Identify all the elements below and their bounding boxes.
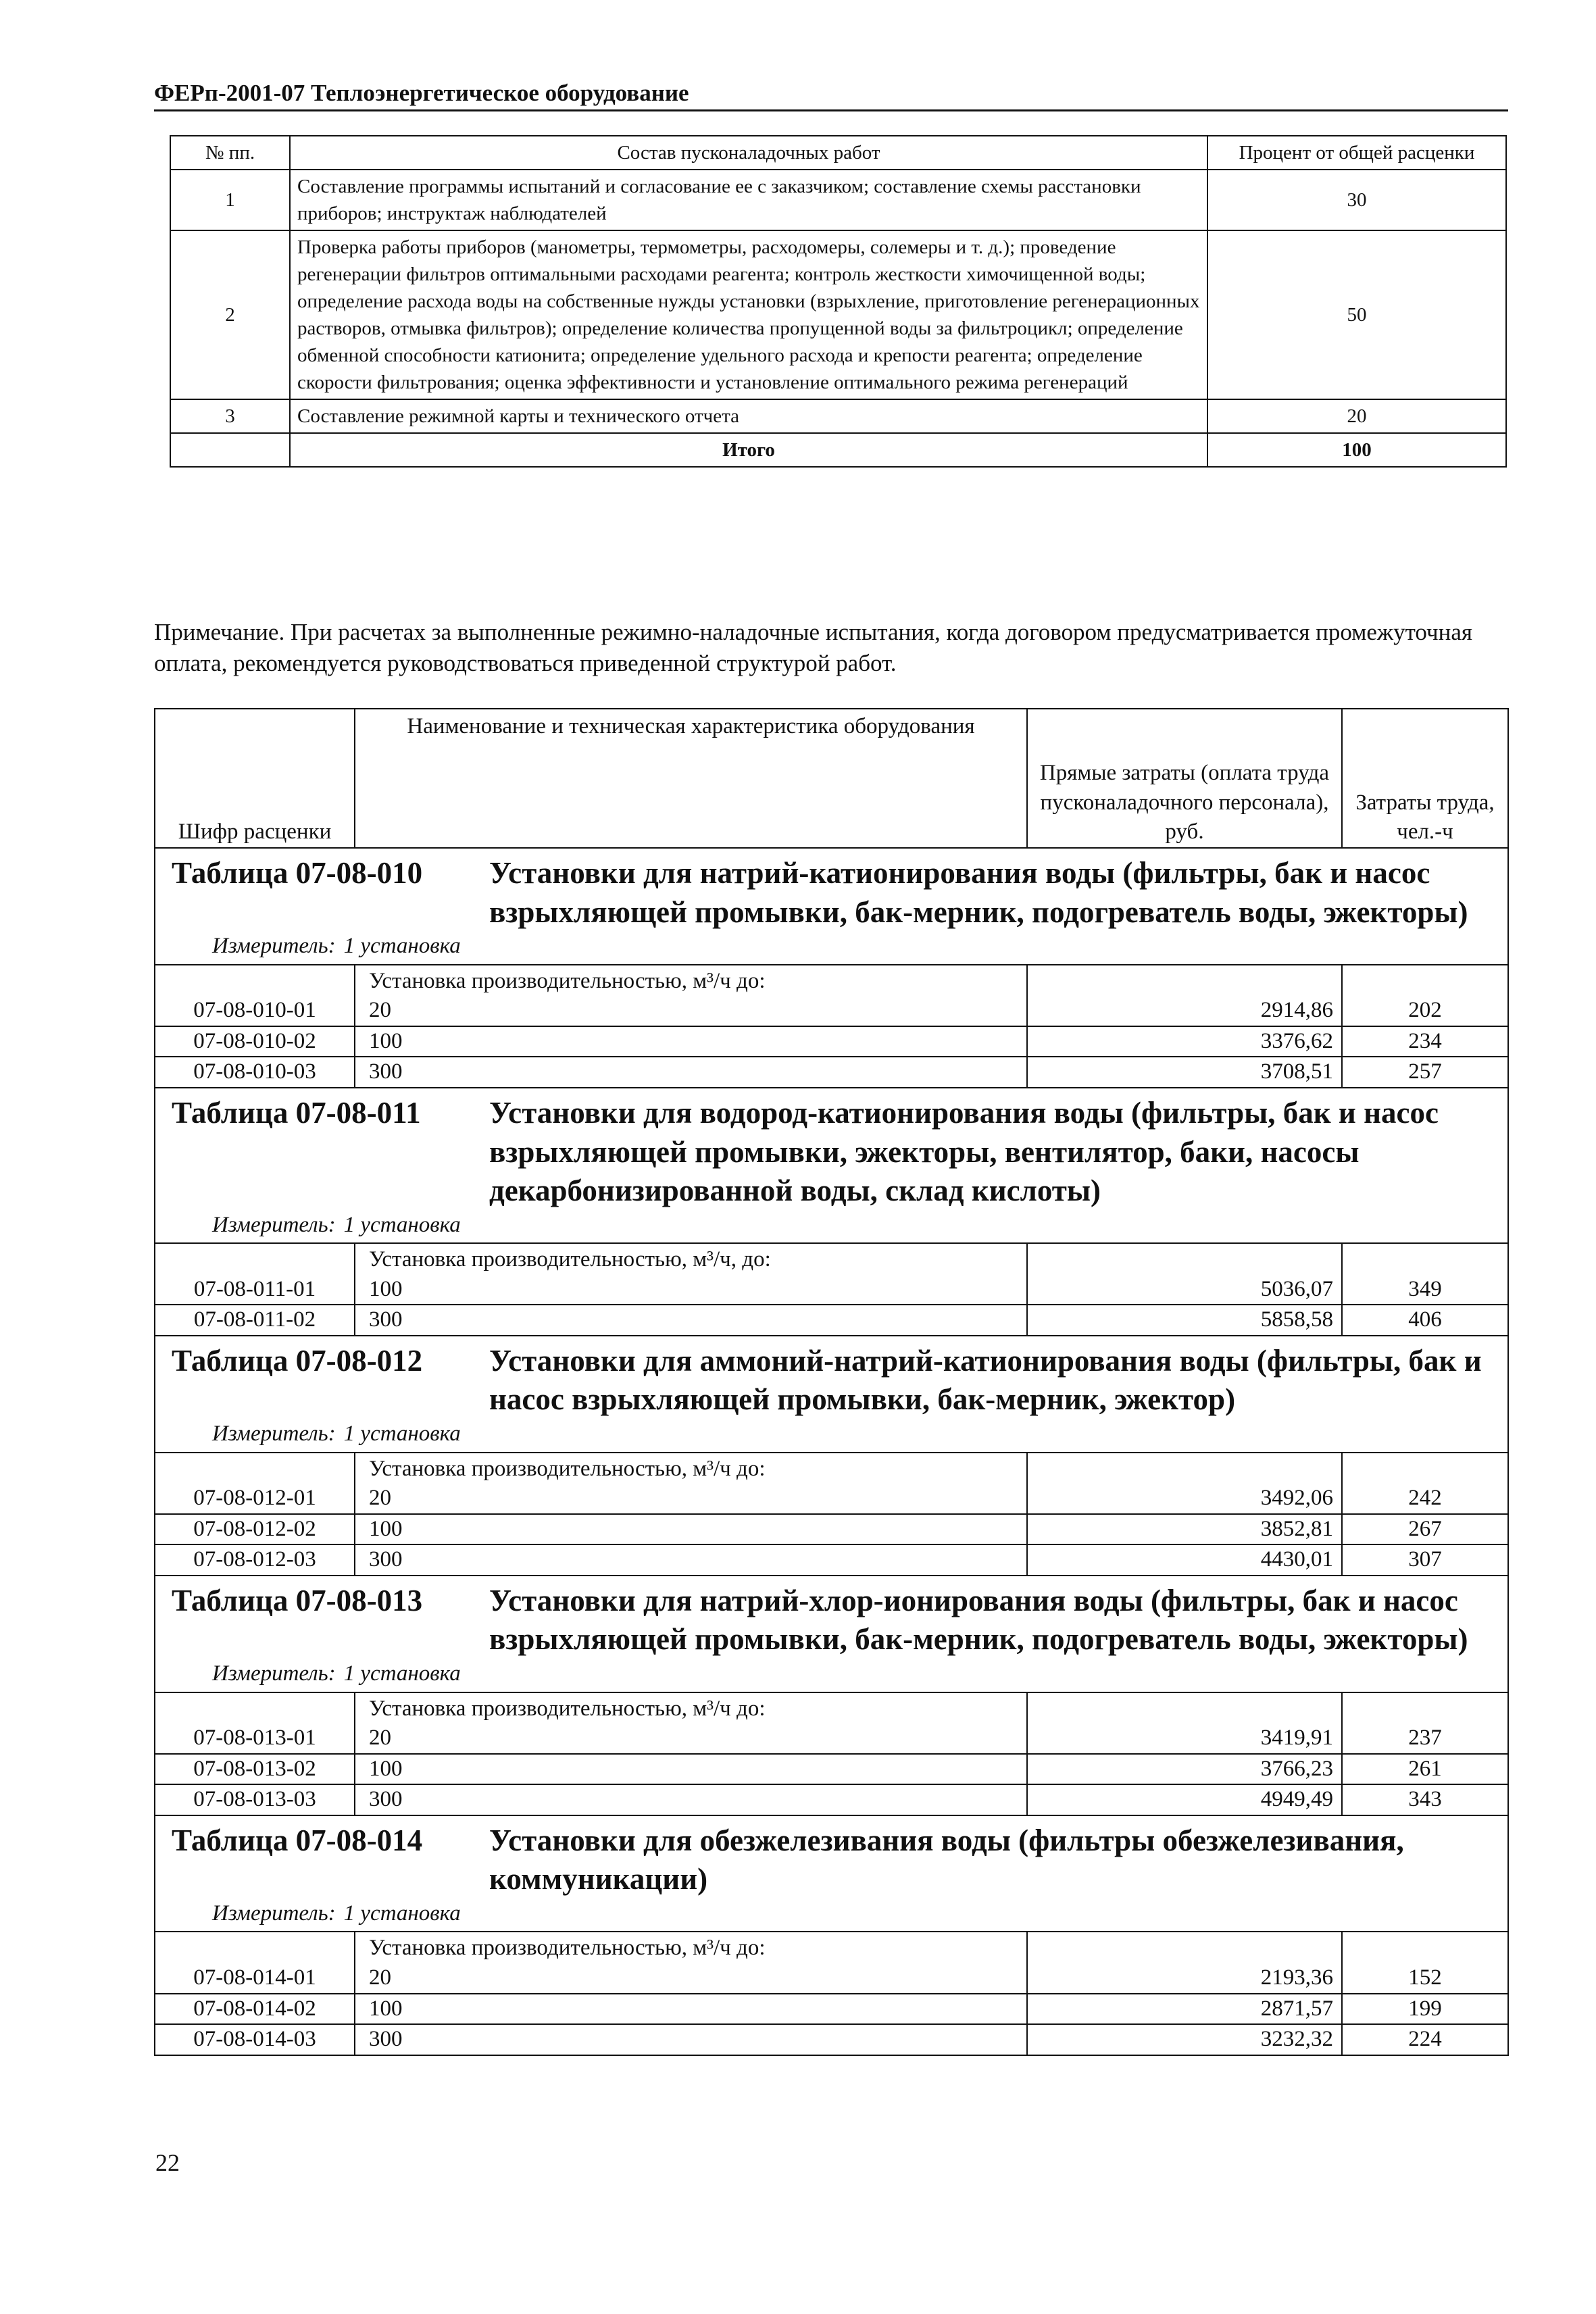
table-row bbox=[155, 1724, 1508, 1754]
rate-code: 07-08-011-01 bbox=[155, 1275, 355, 1305]
section-header-row bbox=[155, 1088, 1508, 1243]
work-description: Составление режимной карты и технического отчета bbox=[290, 399, 1207, 433]
subheader-empty-labor bbox=[1342, 1932, 1508, 1963]
total-label: Итого bbox=[290, 433, 1207, 467]
section-measure bbox=[155, 1899, 1507, 1932]
rate-cost: 3852,81 bbox=[1027, 1514, 1342, 1545]
rate-cost: 5858,58 bbox=[1027, 1305, 1342, 1336]
section-measure bbox=[155, 1419, 1507, 1452]
table-row bbox=[155, 1963, 1508, 1994]
table-row bbox=[170, 399, 1506, 433]
rate-code: 07-08-013-01 bbox=[155, 1724, 355, 1754]
subheader-empty-code bbox=[155, 1932, 355, 1963]
rate-labor: 237 bbox=[1342, 1724, 1508, 1754]
total-empty-cell bbox=[170, 433, 290, 467]
section-header-row bbox=[155, 1576, 1508, 1692]
col-name-header: Наименование и техническая характеристика оборудования bbox=[355, 709, 1027, 848]
works-table-body bbox=[170, 170, 1506, 433]
subheader-empty-labor bbox=[1342, 1692, 1508, 1724]
measure-label: Измеритель: bbox=[212, 1901, 336, 1926]
rate-capacity: 100 bbox=[355, 1514, 1027, 1545]
rate-cost: 3766,23 bbox=[1027, 1754, 1342, 1785]
page-number: 22 bbox=[155, 2149, 180, 2176]
section-name: Установки для водород-катионирования воды (фильтры, бак и насос взрыхляющей промывки, эжекторы, вентилятор, баки, насосы декарбонизированной воды, склад кислоты) bbox=[489, 1095, 1439, 1208]
rate-capacity: 20 bbox=[355, 1724, 1027, 1754]
rate-labor: 349 bbox=[1342, 1275, 1508, 1305]
section-header bbox=[155, 1336, 1508, 1453]
table-row bbox=[170, 230, 1506, 399]
col-percent-header: Процент от общей расценки bbox=[1207, 136, 1506, 170]
rate-cost: 3419,91 bbox=[1027, 1724, 1342, 1754]
rate-code: 07-08-013-02 bbox=[155, 1754, 355, 1785]
rate-labor: 307 bbox=[1342, 1544, 1508, 1576]
table-row bbox=[155, 1514, 1508, 1545]
measure-value: 1 установка bbox=[343, 934, 461, 959]
rate-code: 07-08-014-03 bbox=[155, 2024, 355, 2055]
section-name: Установки для натрий-катионирования воды (фильтры, бак и насос взрыхляющей промывки, бак-мерник, подогреватель воды, эжекторы) bbox=[489, 856, 1468, 929]
rate-code: 07-08-011-02 bbox=[155, 1305, 355, 1336]
subheader-empty-code bbox=[155, 1453, 355, 1484]
measure-label: Измеритель: bbox=[212, 1661, 336, 1686]
table-row bbox=[155, 1754, 1508, 1785]
table-row bbox=[155, 1026, 1508, 1057]
rate-labor: 224 bbox=[1342, 2024, 1508, 2055]
measure-label: Измеритель: bbox=[212, 1422, 336, 1447]
subheader-text: Установка производительностью, м³/ч до: bbox=[355, 1692, 1027, 1724]
work-description: Составление программы испытаний и согласование ее с заказчиком; составление схемы расстановки приборов; инструктаж наблюдателей bbox=[290, 170, 1207, 230]
rate-capacity: 300 bbox=[355, 2024, 1027, 2055]
table-row bbox=[155, 2024, 1508, 2055]
section-code: Таблица 07-08-013 bbox=[172, 1583, 423, 1617]
subheader-row bbox=[155, 1453, 1508, 1484]
section-header-row bbox=[155, 1336, 1508, 1453]
subheader-empty-labor bbox=[1342, 1243, 1508, 1275]
section-code: Таблица 07-08-012 bbox=[172, 1343, 423, 1378]
rate-labor: 257 bbox=[1342, 1057, 1508, 1088]
subheader-empty-cost bbox=[1027, 1932, 1342, 1963]
measure-value: 1 установка bbox=[343, 1212, 461, 1237]
section-name: Установки для обезжелезивания воды (фильтры обезжелезивания, коммуникации) bbox=[489, 1823, 1404, 1896]
subheader-empty-labor bbox=[1342, 965, 1508, 997]
rate-cost: 4949,49 bbox=[1027, 1784, 1342, 1815]
total-value: 100 bbox=[1207, 433, 1506, 467]
rate-capacity: 100 bbox=[355, 1754, 1027, 1785]
subheader-row bbox=[155, 1932, 1508, 1963]
measure-value: 1 установка bbox=[343, 1422, 461, 1447]
rate-cost: 3492,06 bbox=[1027, 1484, 1342, 1514]
col-number-header: № пп. bbox=[170, 136, 290, 170]
table-row bbox=[155, 996, 1508, 1026]
work-description: Проверка работы приборов (манометры, термометры, расходомеры, солемеры и т. д.); проведение регенерации фильтров оптимальными расходами реагента; контроль жесткости химочищенной воды; определение расхода воды на собственные нужды установки (взрыхление, приготовление регенерационных растворов, отмывка фильтров); определение количества пропущенной воды за фильтроцикл; определение обменной способности катионита; определение удельного расхода и крепости реагента; определение скорости фильтрования; оценка эффективности и установление оптимального режима регенераций bbox=[290, 230, 1207, 399]
section-header bbox=[155, 1815, 1508, 1932]
section-measure bbox=[155, 1659, 1507, 1692]
col-labor-header: Затраты труда, чел.-ч bbox=[1342, 709, 1508, 848]
section-name: Установки для аммоний-натрий-катионирования воды (фильтры, бак и насос взрыхляющей промывки, бак-мерник, эжектор) bbox=[489, 1343, 1482, 1417]
rate-capacity: 100 bbox=[355, 1026, 1027, 1057]
works-composition-table bbox=[170, 135, 1507, 468]
rate-code: 07-08-012-02 bbox=[155, 1514, 355, 1545]
rate-capacity: 100 bbox=[355, 1994, 1027, 2025]
rate-capacity: 300 bbox=[355, 1305, 1027, 1336]
section-title bbox=[155, 1816, 1507, 1899]
rate-cost: 4430,01 bbox=[1027, 1544, 1342, 1576]
table-row bbox=[155, 1057, 1508, 1088]
col-code-header: Шифр расценки bbox=[155, 709, 355, 848]
subheader-empty-code bbox=[155, 1692, 355, 1724]
rate-labor: 202 bbox=[1342, 996, 1508, 1026]
rate-code: 07-08-014-02 bbox=[155, 1994, 355, 2025]
rate-code: 07-08-012-03 bbox=[155, 1544, 355, 1576]
rate-labor: 261 bbox=[1342, 1754, 1508, 1785]
rates-table-body bbox=[155, 848, 1508, 2055]
measure-label: Измеритель: bbox=[212, 1212, 336, 1237]
rates-table bbox=[154, 708, 1509, 2056]
work-percent: 50 bbox=[1207, 230, 1506, 399]
subheader-text: Установка производительностью, м³/ч до: bbox=[355, 1453, 1027, 1484]
rate-capacity: 100 bbox=[355, 1275, 1027, 1305]
section-code: Таблица 07-08-014 bbox=[172, 1823, 423, 1857]
rate-code: 07-08-012-01 bbox=[155, 1484, 355, 1514]
rate-capacity: 20 bbox=[355, 996, 1027, 1026]
subheader-row bbox=[155, 1692, 1508, 1724]
page-header: ФЕРп-2001-07 Теплоэнергетическое оборудование bbox=[154, 80, 1508, 111]
subheader-row bbox=[155, 1243, 1508, 1275]
section-title bbox=[155, 1576, 1507, 1659]
section-title bbox=[155, 849, 1507, 932]
col-work-header: Состав пусконаладочных работ bbox=[290, 136, 1207, 170]
table-row bbox=[155, 1784, 1508, 1815]
rate-capacity: 300 bbox=[355, 1784, 1027, 1815]
measure-value: 1 установка bbox=[343, 1661, 461, 1686]
subheader-empty-cost bbox=[1027, 1243, 1342, 1275]
rate-labor: 406 bbox=[1342, 1305, 1508, 1336]
row-number: 1 bbox=[170, 170, 290, 230]
rate-capacity: 300 bbox=[355, 1544, 1027, 1576]
subheader-text: Установка производительностью, м³/ч до: bbox=[355, 965, 1027, 997]
note-text: Примечание. При расчетах за выполненные режимно-наладочные испытания, когда договором предусматривается промежуточная оплата, рекомендуется руководствоваться приведенной структурой работ. bbox=[154, 619, 1472, 676]
subheader-empty-code bbox=[155, 1243, 355, 1275]
section-measure bbox=[155, 932, 1507, 964]
rate-cost: 2193,36 bbox=[1027, 1963, 1342, 1994]
table-row bbox=[170, 170, 1506, 230]
col-cost-header: Прямые затраты (оплата труда пусконаладочного персонала), руб. bbox=[1027, 709, 1342, 848]
rate-labor: 199 bbox=[1342, 1994, 1508, 2025]
subheader-text: Установка производительностью, м³/ч, до: bbox=[355, 1243, 1027, 1275]
rate-cost: 3376,62 bbox=[1027, 1026, 1342, 1057]
rate-labor: 267 bbox=[1342, 1514, 1508, 1545]
section-title bbox=[155, 1088, 1507, 1211]
measure-label: Измеритель: bbox=[212, 934, 336, 959]
table-header-row bbox=[170, 136, 1506, 170]
subheader-empty-cost bbox=[1027, 1692, 1342, 1724]
total-row bbox=[170, 433, 1506, 467]
rate-labor: 242 bbox=[1342, 1484, 1508, 1514]
subheader-empty-cost bbox=[1027, 1453, 1342, 1484]
rate-labor: 234 bbox=[1342, 1026, 1508, 1057]
subheader-empty-labor bbox=[1342, 1453, 1508, 1484]
subheader-empty-cost bbox=[1027, 965, 1342, 997]
table-row bbox=[155, 1994, 1508, 2025]
subheader-row bbox=[155, 965, 1508, 997]
work-percent: 20 bbox=[1207, 399, 1506, 433]
rate-cost: 3708,51 bbox=[1027, 1057, 1342, 1088]
section-header-row bbox=[155, 1815, 1508, 1932]
section-header bbox=[155, 1088, 1508, 1243]
subheader-empty-code bbox=[155, 965, 355, 997]
table-row bbox=[155, 1484, 1508, 1514]
section-header bbox=[155, 848, 1508, 965]
rate-capacity: 20 bbox=[355, 1963, 1027, 1994]
rate-cost: 5036,07 bbox=[1027, 1275, 1342, 1305]
section-name: Установки для натрий-хлор-ионирования воды (фильтры, бак и насос взрыхляющей промывки, бак-мерник, подогреватель воды, эжекторы) bbox=[489, 1583, 1468, 1657]
section-code: Таблица 07-08-011 bbox=[172, 1095, 421, 1130]
row-number: 2 bbox=[170, 230, 290, 399]
section-code: Таблица 07-08-010 bbox=[172, 856, 423, 890]
rate-code: 07-08-010-01 bbox=[155, 996, 355, 1026]
rate-code: 07-08-014-01 bbox=[155, 1963, 355, 1994]
section-title bbox=[155, 1336, 1507, 1419]
rate-capacity: 20 bbox=[355, 1484, 1027, 1514]
section-header bbox=[155, 1576, 1508, 1692]
row-number: 3 bbox=[170, 399, 290, 433]
rate-code: 07-08-010-03 bbox=[155, 1057, 355, 1088]
rate-labor: 152 bbox=[1342, 1963, 1508, 1994]
subheader-text: Установка производительностью, м³/ч до: bbox=[355, 1932, 1027, 1963]
rate-code: 07-08-013-03 bbox=[155, 1784, 355, 1815]
table-row bbox=[155, 1305, 1508, 1336]
measure-value: 1 установка bbox=[343, 1901, 461, 1926]
rate-labor: 343 bbox=[1342, 1784, 1508, 1815]
rate-cost: 3232,32 bbox=[1027, 2024, 1342, 2055]
rate-cost: 2871,57 bbox=[1027, 1994, 1342, 2025]
rate-code: 07-08-010-02 bbox=[155, 1026, 355, 1057]
table-row bbox=[155, 1275, 1508, 1305]
rate-capacity: 300 bbox=[355, 1057, 1027, 1088]
rate-cost: 2914,86 bbox=[1027, 996, 1342, 1026]
work-percent: 30 bbox=[1207, 170, 1506, 230]
table-row bbox=[155, 1544, 1508, 1576]
section-measure bbox=[155, 1211, 1507, 1243]
rates-header-row bbox=[155, 709, 1508, 848]
section-header-row bbox=[155, 848, 1508, 965]
